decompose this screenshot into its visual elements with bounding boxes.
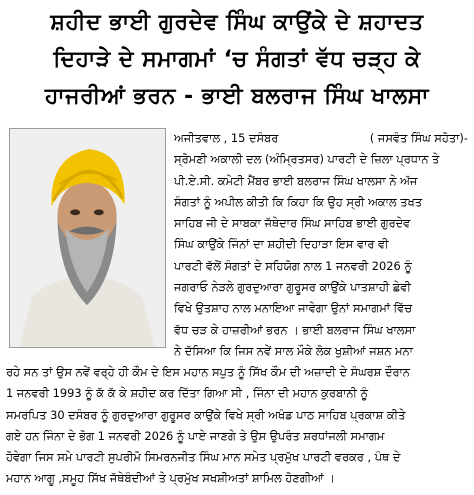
headline-line: ਹਾਜਰੀਆਂ ਭਰਨ - ਭਾਈ ਬਲਰਾਜ ਸਿੰਘ ਖਾਲਸਾ — [44, 84, 430, 109]
article-line: ਪੀ.ਏ.ਸੀ. ਕਮੇਟੀ ਮੈਂਬਰ ਭਾਈ ਬਲਰਾਜ ਸਿੰਘ ਖਾਲਸਾ ਨੇ ਅੱਜ — [174, 173, 418, 188]
article-line: ਪਾਰਟੀ ਵੱਲੋਂ ਸੰਗਤਾਂ ਦੇ ਸਹਿਯੋਗ ਨਾਲ 1 ਜਨਵਰੀ 2026 ਨੂੰ — [174, 258, 412, 273]
article-right-column — [174, 128, 468, 362]
article-line: ਸਮਰਪਿਤ 30 ਦਸੰਬਰ ਨੂੰ ਗੁਰਦੁਆਰਾ ਗੁਰੂਸਰ ਕਾਉਂਕੇ ਵਿਖੇ ਸ੍ਰੀ ਅਖੰਡ ਪਾਠ ਸਾਹਿਬ ਪ੍ਰਕਾਸ਼ ਕੀਤੇ — [6, 407, 406, 422]
article-line: ਸਾਹਿਬ ਜੀ ਦੇ ਸਾਬਕਾ ਜੱਥੇਦਾਰ ਸਿੰਘ ਸਾਹਿਬ ਭਾਈ ਗੁਰਦੇਵ — [174, 216, 411, 231]
byline: ( ਜਸਵੰਤ ਸਿੰਘ ਸਹੋਤਾ)- — [369, 131, 468, 145]
headline-line: ਸ਼ਹੀਦ ਭਾਈ ਗੁਰਦੇਵ ਸਿੰਘ ਕਾਉਂਕੇ ਦੇ ਸ਼ਹਾਦਤ — [50, 10, 424, 35]
article-line: ਸਿੰਘ ਕਾਉਂਕੇ ਜਿੰਨਾਂ ਦਾ ਸ਼ਹੀਦੀ ਦਿਹਾੜਾ ਇਸ ਵਾਰ ਵੀ — [174, 237, 389, 252]
article-line: ਸੰਗਤਾਂ ਨੂੰ ਅਪੀਲ ਕੀਤੀ ਕਿ ਕਿਹਾ ਕਿ ਉਹ ਸ੍ਰੀ ਅਕਾਲ ਤਖਤ — [174, 194, 423, 209]
dateline: ਅਜੀਤਵਾਲ , 15 ਦਸੰਬਰ — [174, 131, 279, 145]
article-line: ਰਹੇ ਸਨ ਤਾਂ ਉਸ ਨਵੇਂ ਵਰ੍ਹੇ ਹੀ ਕੌਮ ਦੇ ਇਸ ਮਹਾਨ ਸਪੁਤ ਨੂੰ ਸਿੱਖ ਕੌਮ ਦੀ ਅਜ਼ਾਦੀ ਦੇ ਸੰਘਰਸ਼ ਦੌਰਾਨ — [6, 365, 410, 379]
article-full-width — [6, 362, 470, 490]
article-line: ਜਗਰਾਓ ਨੇੜਲੇ ਗੁਰਦੁਆਰਾ ਗੁਰੂਸਰ ਕਾਉਂਕੇ ਪਾਤਸ਼ਾਹੀ ਛੇਵੀ — [174, 280, 411, 295]
article-line: 1 ਜਨਵਰੀ 1993 ਨੂੰ ਕੱ ਕੱ ਕੇ ਸ਼ਹੀਦ ਕਰ ਦਿੱਤਾ ਗਿਆ ਸੀ , ਜਿੰਨਾ ਦੀ ਮਹਾਨ ਕੁਰਬਾਨੀ ਨੂੰ — [6, 386, 368, 401]
article-line: ਮਹਾਨ ਆਗੂ ,ਸਮੂਹ ਸਿੱਖ ਜੱਥੇਬੰਦੀਆਂ ਤੇ ਪ੍ਰਮੁੱਖ ਸਖਸ਼ੀਅਤਾਂ ਸ਼ਾਮਿਲ ਹੋਣਗੀਆਂ । — [6, 471, 335, 486]
article-line: ਵੱਧ ਚੜ ਕੇ ਹਾਜ਼ਰੀਆਂ ਭਰਨ । ਭਾਈ ਬਲਰਾਜ ਸਿੰਘ ਖਾਲਸਾ — [174, 322, 416, 337]
article-line: ਵਿਖੇ ਉਤਸ਼ਾਹ ਨਾਲ ਮਨਾਇਆ ਜਾਵੇਗਾ ਉਨਾਂ ਸਮਾਗਮਾਂ ਵਿੱਚ — [174, 301, 413, 316]
headline — [4, 4, 470, 115]
headline-line: ਦਿਹਾੜੇ ਦੇ ਸਮਾਗਮਾਂ ‘ਚ ਸੰਗਤਾਂ ਵੱਧ ਚੜ੍ਹ ਕੇ — [53, 47, 421, 72]
article-dateline-row — [174, 128, 468, 149]
article-line: ਗਏ ਹਨ ਜਿੰਨਾ ਦੇ ਭੋਗ 1 ਜਨਵਰੀ 2026 ਨੂੰ ਪਾਏ ਜਾਣਗੇ ਤੇ ਉਸ ਉਪਰੰਤ ਸ਼ਰਧਾਂਜਲੀ ਸਮਾਗਮ — [6, 428, 385, 443]
portrait-photo — [9, 128, 166, 348]
article-line: ਹੋਵੇਗਾ ਜਿਸ ਸਮੇ ਪਾਰਟੀ ਸੁਪਰੀਮੋ ਸਿਮਰਨਜੀਤ ਸਿੰਘ ਮਾਨ ਸਮੇਤ ਪ੍ਰਮੁੱਖ ਪਾਰਟੀ ਵਰਕਰ , ਪੰਥ ਦੇ — [6, 450, 401, 465]
portrait-image — [10, 129, 165, 347]
article-line: ਨੇ ਦੱਸਿਆ ਕਿ ਜਿਸ ਨਵੇਂ ਸਾਲ ਮੌਕੇ ਲੋਕ ਖੁਸ਼ੀਆਂ ਜਸ਼ਨ ਮਨਾ — [174, 343, 413, 358]
article-line: ਸ੍ਰੋਮਣੀ ਅਕਾਲੀ ਦਲ (ਅੰਮ੍ਰਿਤਸਰ) ਪਾਰਟੀ ਦੇ ਜ਼ਿਲਾ ਪ੍ਰਧਾਨ ਤੇ — [174, 152, 440, 167]
